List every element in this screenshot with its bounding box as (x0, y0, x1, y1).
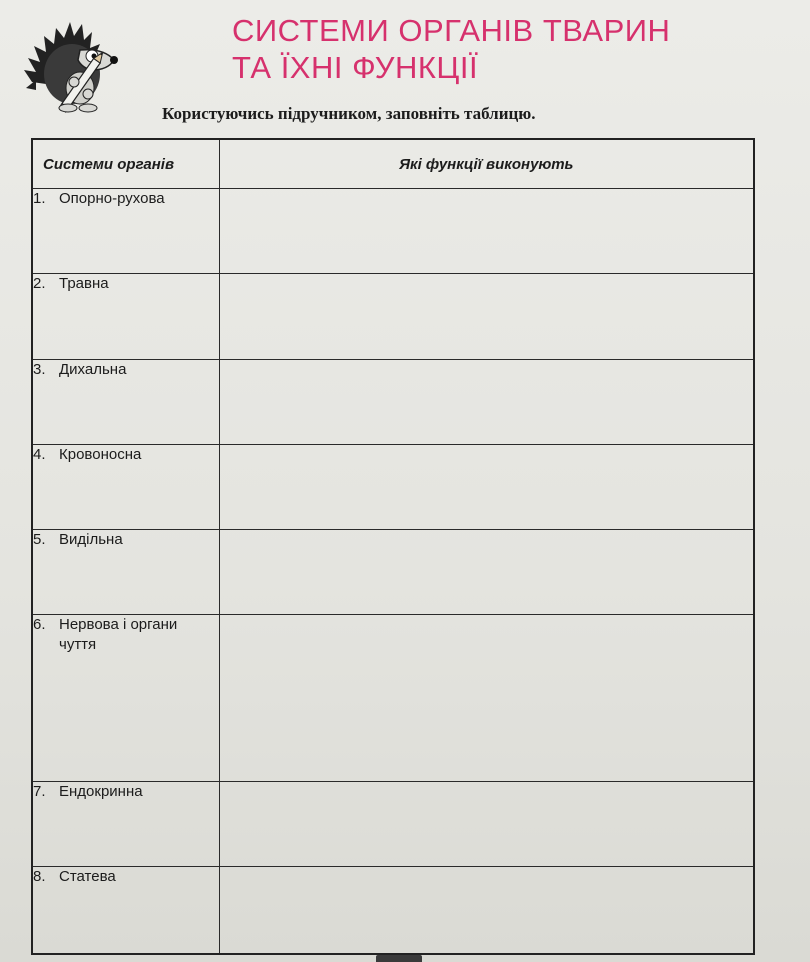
system-name: Нервова і органи чуття (59, 616, 178, 654)
functions-answer-cell[interactable] (219, 359, 754, 444)
system-cell: 2. Травна (32, 274, 219, 359)
system-name: Опорно-рухова (59, 190, 165, 207)
title-line-1: СИСТЕМИ ОРГАНІВ ТВАРИН (232, 13, 671, 48)
functions-answer-cell[interactable] (219, 444, 754, 529)
title-line-2: ТА ЇХНІ ФУНКЦІЇ (232, 50, 479, 85)
system-name: Видільна (59, 531, 123, 549)
functions-answer-cell[interactable] (219, 615, 754, 782)
system-cell: 4. Кровоносна (32, 444, 219, 529)
table-row (32, 615, 754, 782)
column-header-systems: Системи органів (32, 139, 219, 189)
table-row (32, 867, 754, 954)
table-row (32, 359, 754, 444)
system-name: Кровоносна (59, 445, 142, 463)
organ-systems-table (31, 138, 755, 955)
functions-answer-cell[interactable] (219, 867, 754, 954)
functions-answer-cell[interactable] (219, 274, 754, 359)
table-row (32, 530, 754, 615)
table-header-row (32, 139, 754, 189)
system-cell: 3. Дихальна (32, 359, 219, 444)
system-cell: 5. Видільна (32, 530, 219, 615)
functions-answer-cell[interactable] (219, 781, 754, 866)
system-name: Дихальна (59, 360, 127, 378)
system-cell: 6. Нервова і органи чуття (32, 615, 219, 782)
table-row (32, 189, 754, 274)
page-title (232, 12, 670, 86)
hedgehog-with-pencil-icon (22, 12, 122, 116)
functions-answer-cell[interactable] (219, 530, 754, 615)
system-cell: 7. Ендокринна (32, 781, 219, 866)
table-row (32, 781, 754, 866)
system-name: Ендокринна (59, 782, 143, 800)
table-row (32, 274, 754, 359)
table-row (32, 444, 754, 529)
page-edge-tab (376, 955, 422, 962)
system-cell: 8. Статева (32, 867, 219, 954)
instruction-text: Користуючись підручником, заповніть таблицю. (162, 104, 536, 123)
system-name: Статева (59, 868, 116, 886)
column-header-functions: Які функції виконують (219, 139, 754, 189)
system-cell: 1. Опорно-рухова (32, 189, 219, 274)
functions-answer-cell[interactable] (219, 189, 754, 274)
system-name: Травна (59, 275, 109, 293)
